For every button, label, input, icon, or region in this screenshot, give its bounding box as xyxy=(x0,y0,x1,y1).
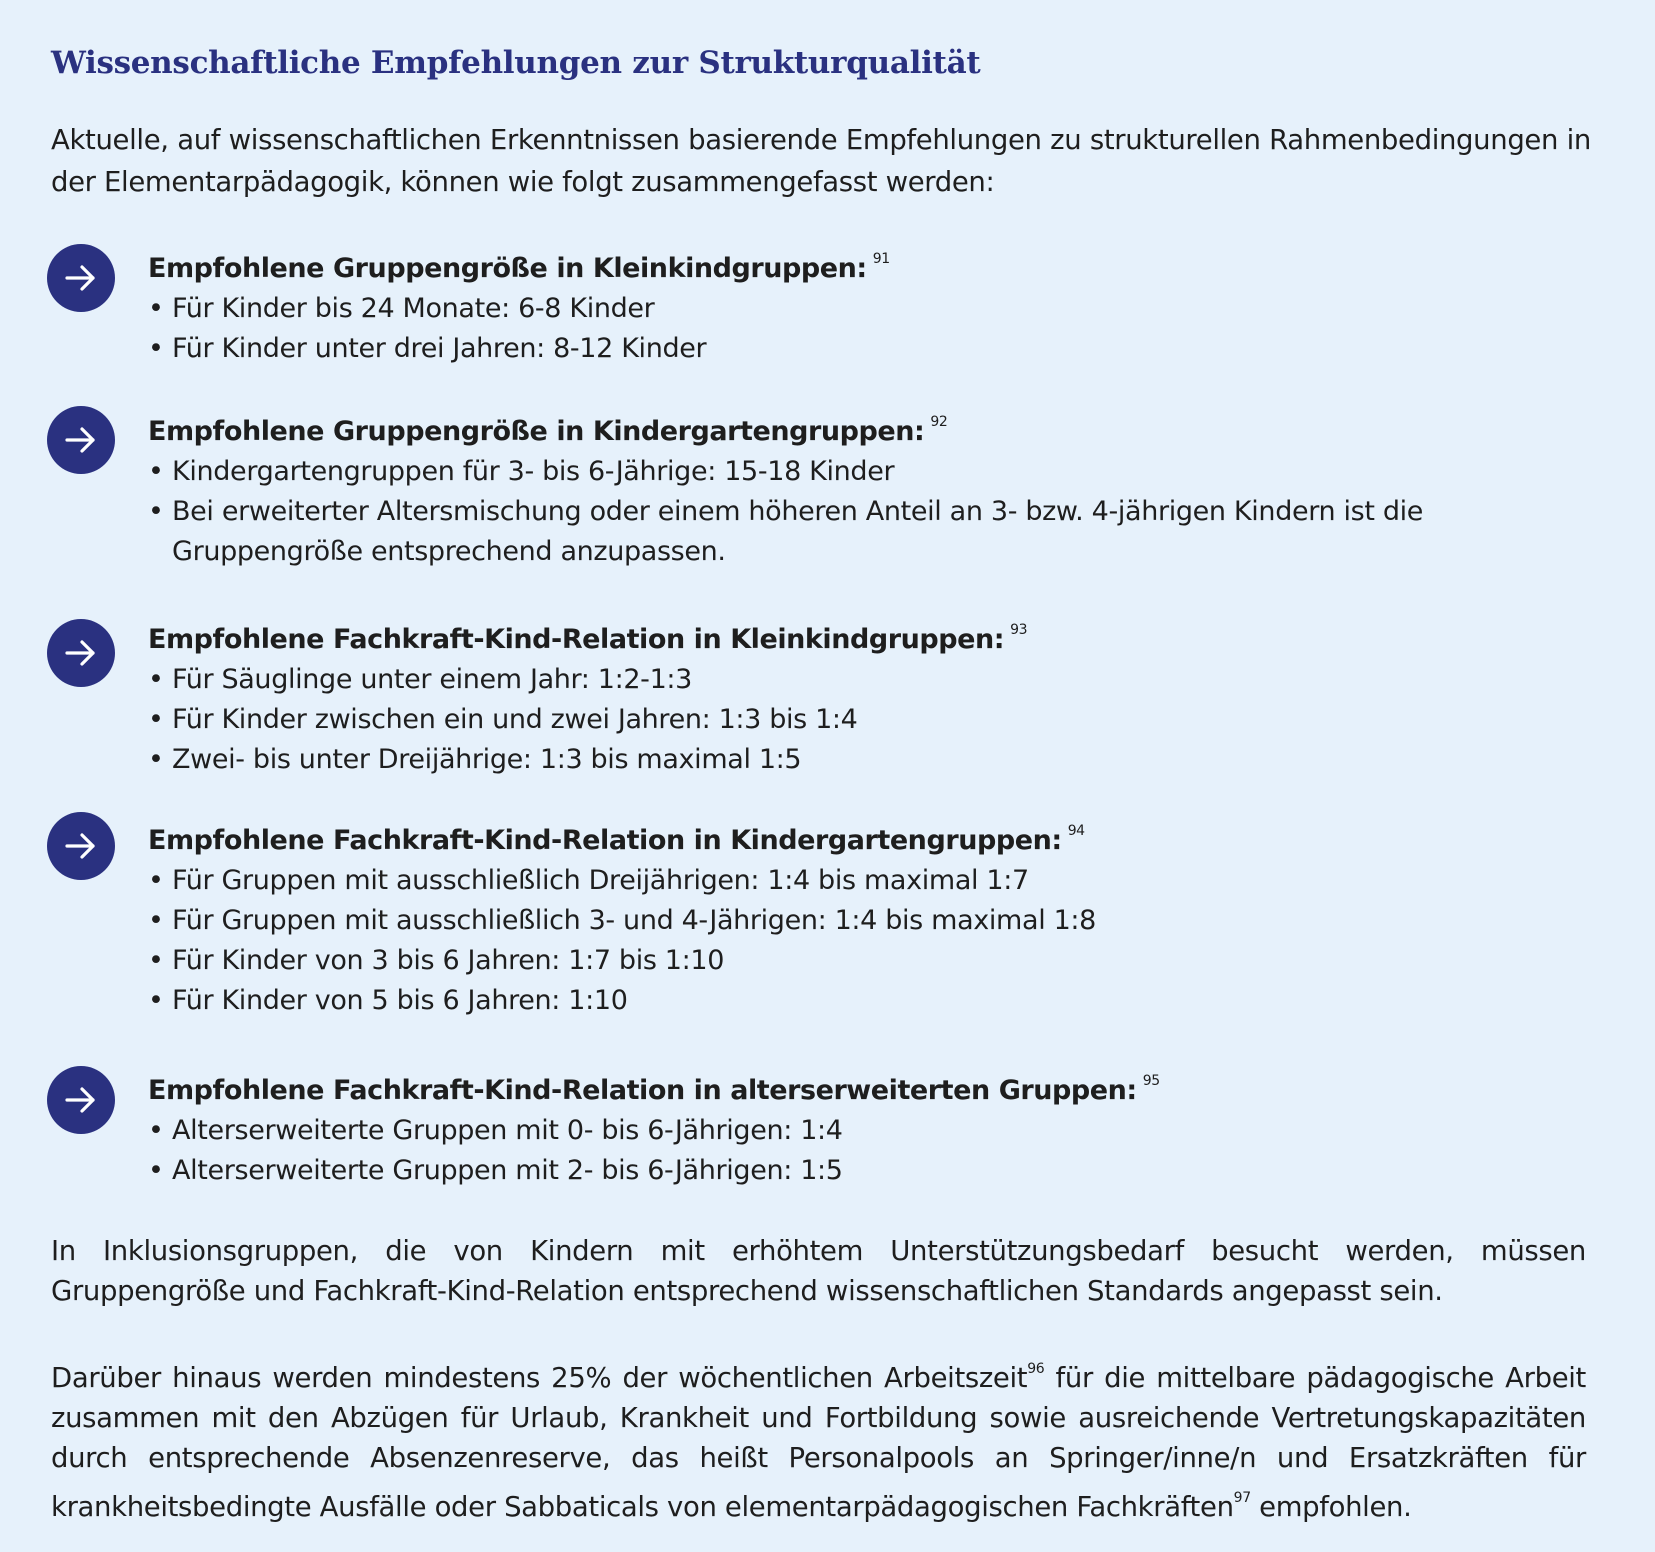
section-title xyxy=(148,610,1585,660)
arrow-right-circle-icon xyxy=(47,244,115,312)
list-item: • Für Kinder von 5 bis 6 Jahren: 1:10 xyxy=(148,981,1585,1021)
section-title-text: Empfohlene Gruppengröße in Kindergartengruppen: xyxy=(148,416,925,447)
footnote-ref: 96 xyxy=(1027,1361,1045,1377)
closing-text-part: Darüber hinaus werden mindestens 25% der wöchentlichen Arbeitszeit xyxy=(51,1362,1028,1394)
section-title-text: Empfohlene Fachkraft-Kind-Relation in alterserweiterten Gruppen: xyxy=(148,1075,1137,1106)
closing-text-part: für die mittelbare pädagogische Arbeit zusammen mit den Abzügen für Urlaub, Krankheit und Fortbildung sowie ausreichende Vertretungskapazitäten durch entsprechende Absenzenreserve, das heißt Personalpools an Springer/inne/n und Ersatzkräften für krankheitsbedingte Ausfälle oder Sabbaticals von elementarpädagogischen Fachkräften xyxy=(51,1362,1586,1523)
recommendation-section xyxy=(51,402,1585,572)
recommendation-section xyxy=(51,811,1585,1021)
footnote-ref: 92 xyxy=(930,414,948,430)
bullet-list xyxy=(148,660,1585,780)
list-item: • Für Kinder bis 24 Monate: 6-8 Kinder xyxy=(148,289,1585,329)
arrow-right-circle-icon xyxy=(47,619,115,687)
footnote-ref: 93 xyxy=(1010,622,1028,638)
recommendation-section xyxy=(51,1061,1585,1191)
list-item: • Alterserweiterte Gruppen mit 0- bis 6-Jährigen: 1:4 xyxy=(148,1111,1585,1151)
footnote-ref: 95 xyxy=(1142,1073,1160,1089)
recommendation-section xyxy=(51,610,1585,780)
arrow-right-circle-icon xyxy=(47,1066,115,1134)
list-item: • Zwei- bis unter Dreijährige: 1:3 bis maximal 1:5 xyxy=(148,740,1585,780)
section-title xyxy=(148,239,1585,289)
section-title-text: Empfohlene Fachkraft-Kind-Relation in Kindergartengruppen: xyxy=(148,825,1062,856)
closing-paragraph xyxy=(51,1349,1586,1527)
list-item: • Für Kinder von 3 bis 6 Jahren: 1:7 bis 1:10 xyxy=(148,941,1585,981)
list-item: • Alterserweiterte Gruppen mit 2- bis 6-Jährigen: 1:5 xyxy=(148,1151,1585,1191)
intro-paragraph: Aktuelle, auf wissenschaftlichen Erkenntnissen basierende Empfehlungen zu strukturellen Rahmenbedingungen in der Elementarpädagogik, können wie folgt zusammengefasst werden: xyxy=(51,124,1591,198)
section-title-text: Empfohlene Gruppengröße in Kleinkindgruppen: xyxy=(148,253,867,284)
page-title: Wissenschaftliche Empfehlungen zur Strukturqualität xyxy=(51,45,981,81)
list-item: • Bei erweiterter Altersmischung oder einem höheren Anteil an 3- bzw. 4-jährigen Kindern ist die Gruppengröße entsprechend anzupassen. xyxy=(148,492,1472,572)
list-item: • Kindergartengruppen für 3- bis 6-Jährige: 15-18 Kinder xyxy=(148,452,1585,492)
list-item: • Für Gruppen mit ausschließlich 3- und 4-Jährigen: 1:4 bis maximal 1:8 xyxy=(148,901,1585,941)
section-title xyxy=(148,1061,1585,1111)
footnote-ref: 94 xyxy=(1067,823,1085,839)
bullet-list xyxy=(148,289,1585,369)
list-item: • Für Kinder unter drei Jahren: 8-12 Kinder xyxy=(148,329,1585,369)
recommendation-section xyxy=(51,239,1585,369)
list-item: • Für Gruppen mit ausschließlich Dreijährigen: 1:4 bis maximal 1:7 xyxy=(148,861,1585,901)
bullet-list xyxy=(148,861,1585,1021)
section-title-text: Empfohlene Fachkraft-Kind-Relation in Kleinkindgruppen: xyxy=(148,624,1005,655)
footnote-ref: 97 xyxy=(1233,1490,1251,1506)
footnote-ref: 91 xyxy=(872,251,890,267)
list-item: • Für Kinder zwischen ein und zwei Jahren: 1:3 bis 1:4 xyxy=(148,700,1585,740)
list-item: • Für Säuglinge unter einem Jahr: 1:2-1:3 xyxy=(148,660,1585,700)
bullet-list xyxy=(148,1111,1585,1191)
closing-text-part: empfohlen. xyxy=(1250,1491,1412,1523)
section-title xyxy=(148,811,1585,861)
section-title xyxy=(148,402,1585,452)
arrow-right-circle-icon xyxy=(47,812,115,880)
inclusion-paragraph: In Inklusionsgruppen, die von Kindern mit erhöhtem Unterstützungsbedarf besucht werden, müssen Gruppengröße und Fachkraft-Kind-Relation entsprechend wissenschaftlichen Standards angepasst sein. xyxy=(51,1235,1586,1307)
arrow-right-circle-icon xyxy=(47,406,115,474)
bullet-list xyxy=(148,452,1585,572)
